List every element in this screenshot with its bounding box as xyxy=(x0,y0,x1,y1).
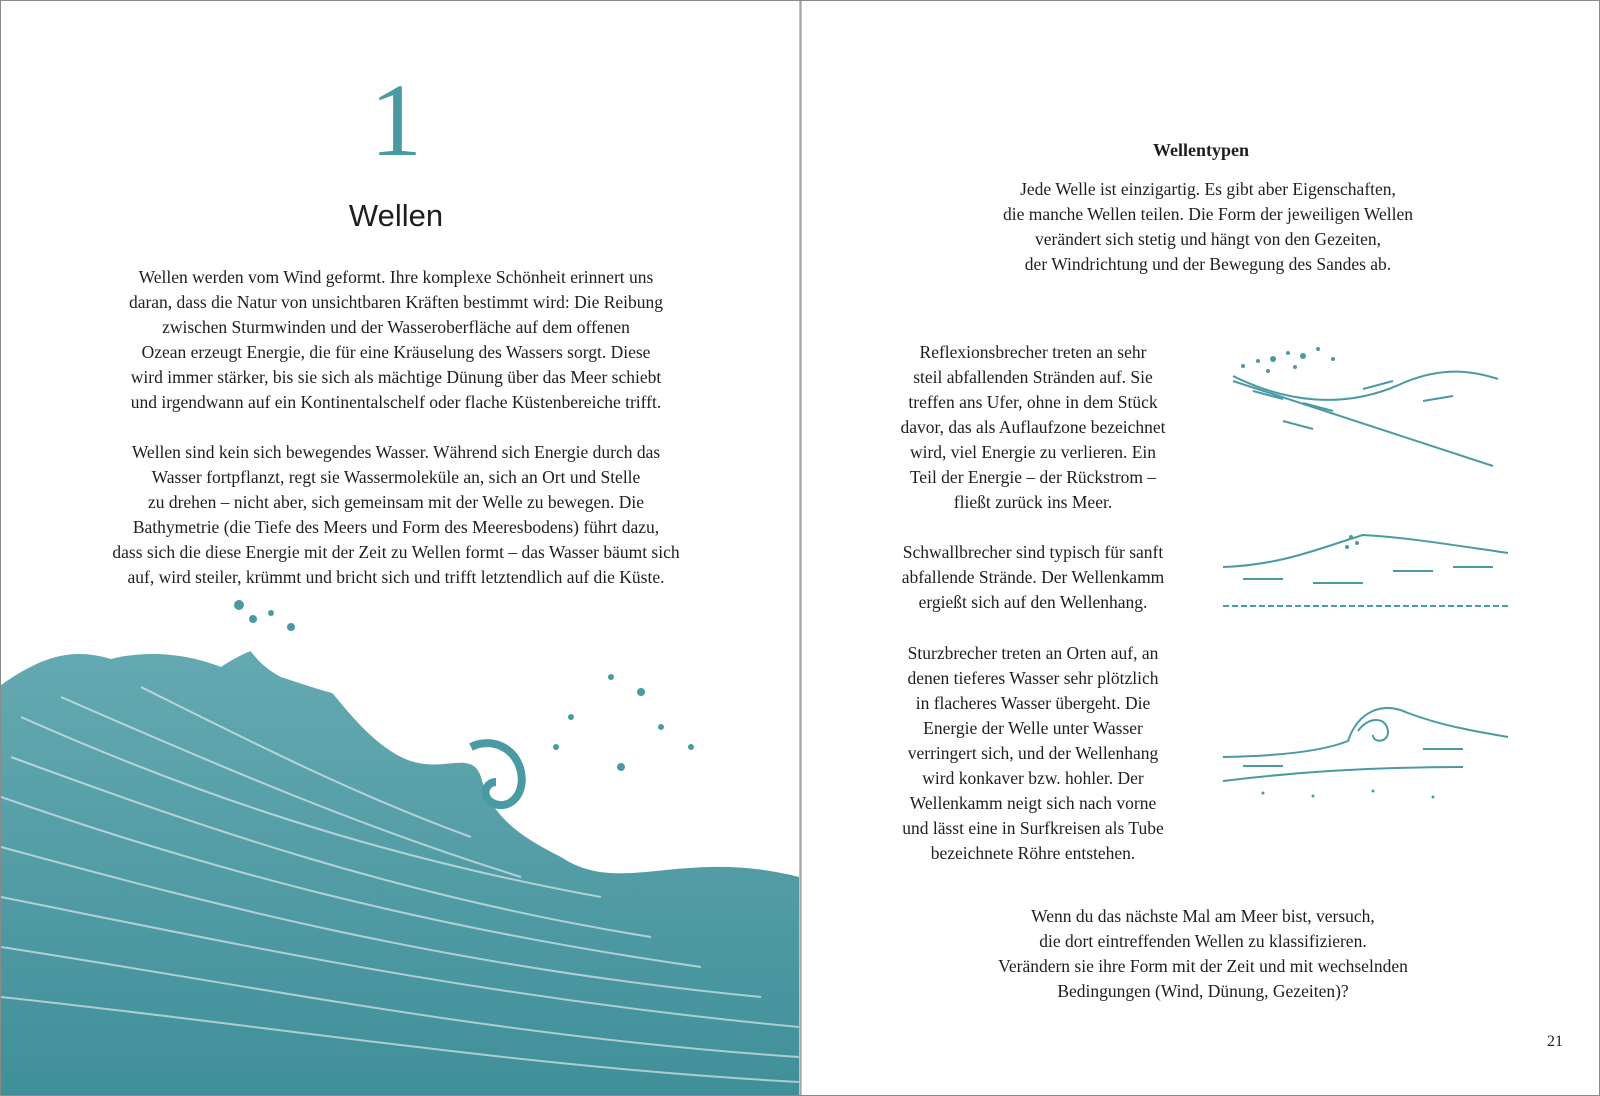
surging-wave-sketch xyxy=(1223,341,1513,481)
wave-type-text-surging: Reflexionsbrecher treten an sehr steil abfallenden Stränden auf. Sie treffen ans Ufer, ohne in dem Stück davor, das als Auflaufzone bezeichnet wird, viel Energie zu verlieren. Ein Teil der Energie – der Rückstrom – fließt zurück ins Meer. xyxy=(900,342,1166,512)
spilling-wave-sketch xyxy=(1223,527,1513,617)
chapter-title: Wellen xyxy=(348,198,444,233)
breaking-wave-illustration xyxy=(1,597,799,1095)
intro-paragraph-2: Wellen sind kein sich bewegendes Wasser. Während sich Energie durch das Wasser fortpflanzt, regt sie Wassermoleküle an, sich an Ort und Stelle zu drehen – nicht aber, sich gemeinsam mit der Welle zu bewegen. Die Bathymetrie (die Tiefe des Meers und Form des Meeresbodens) führt dazu, dass sich die diese Energie mit der Zeit zu Wellen formt – das Wasser bäumt sich auf, wird steiler, krümmt und bricht sich und trifft letztendlich auf die Küste. xyxy=(112,442,680,587)
closing-paragraph: Wenn du das nächste Mal am Meer bist, versuch, die dort eintreffenden Wellen zu klassifizieren. Verändern sie ihre Form mit der Zeit und mit wechselnden Bedingungen (Wind, Dünung, Gezeiten)? xyxy=(998,906,1408,1001)
wave-type-text-plunging: Sturzbrecher treten an Orten auf, an denen tieferes Wasser sehr plötzlich in flacheres Wasser übergeht. Die Energie der Welle unter Wasser verringert sich, und der Wellenhang wird konkaver bzw. hohler. Der Wellenkamm neigt sich nach vorne und lässt eine in Surfkreisen als Tube bezeichnete Röhre entstehen. xyxy=(902,643,1164,863)
right-page xyxy=(803,1,1599,1095)
section-intro: Jede Welle ist einzigartig. Es gibt aber Eigenschaften, die manche Wellen teilen. Die Form der jeweiligen Wellen verändert sich stetig und hängt von den Gezeiten, der Windrichtung und der Bewegung des Sandes ab. xyxy=(1002,179,1414,274)
plunging-wave-sketch xyxy=(1223,701,1513,811)
left-page xyxy=(1,1,799,1095)
wave-type-text-spilling: Schwallbrecher sind typisch für sanft abfallende Strände. Der Wellenkamm ergießt sich auf den Wellenhang. xyxy=(901,542,1165,612)
chapter-number: 1 xyxy=(370,63,422,178)
intro-paragraph-1: Wellen werden vom Wind geformt. Ihre komplexe Schönheit erinnert uns daran, dass die Natur von unsichtbaren Kräften bestimmt wird: Die Reibung zwischen Sturmwinden und der Wasseroberfläche auf dem offenen Ozean erzeugt Energie, die für eine Kräuselung des Wassers sorgt. Diese wird immer stärker, bis sie sich als mächtige Dünung über das Meer schiebt und irgendwann auf ein Kontinentalschelf oder flache Küstenbereiche trifft. xyxy=(128,267,664,412)
page-number: 21 xyxy=(1547,1033,1563,1050)
section-heading: Wellentypen xyxy=(1152,140,1249,160)
page-gutter xyxy=(799,1,802,1095)
